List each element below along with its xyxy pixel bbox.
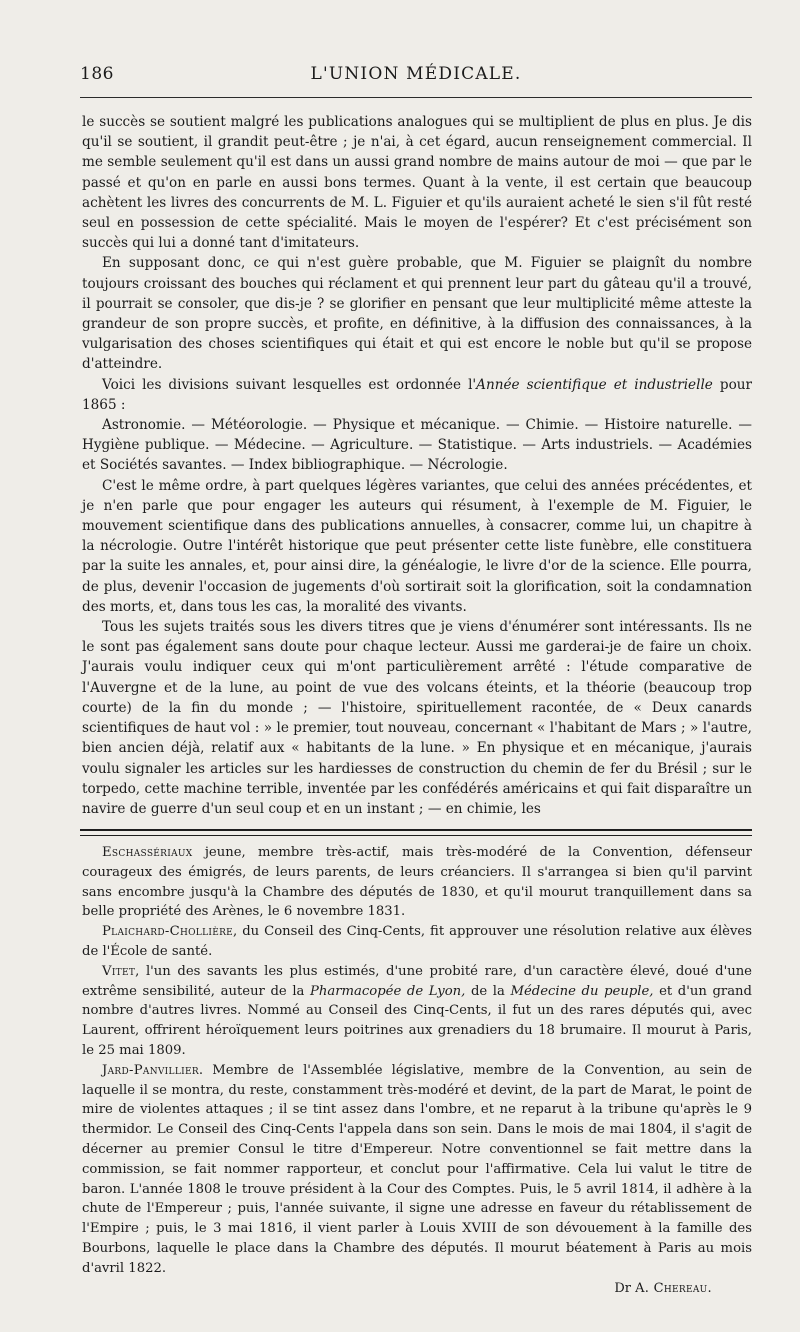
author-signature: Dr A. Chereau. <box>614 1280 712 1296</box>
footnote-name: Jard-Panvillier <box>102 1062 199 1078</box>
paragraph: le succès se soutient malgré les publications analogues qui se multiplient de plus en plus. Je dis qu'il se soutient, il grandit peut-être ; je n'ai, à cet égard, aucun renseignement commercial. Il me semble seulement qu'il est dans un aussi grand nombre de mains autour de moi — que par le passé et qu'on en parle en aussi bons termes. Quant à la vente, il est certain que beaucoup achètent les livres des concurrents de M. L. Figuier et qu'ils auraient acheté le sien s'il fût resté seul en possession de cette spécialité. Mais le moyen de l'espérer? Et c'est précisément son succès qui lui a donné tant d'imitateurs. <box>82 114 752 252</box>
paragraph: Tous les sujets traités sous les divers titres que je viens d'énumérer sont intéressants. Ils ne le sont pas également sans doute pour chaque lecteur. Aussi me garderai-je de faire un choix. J'aurais voulu indiquer ceux qui m'ont particulièrement arrêté : l'étude comparative de l'Auvergne et de la lune, au point de vue des volcans éteints, et la théorie (beaucoup trop courte) de la fin du monde ; — l'histoire, spirituellement racontée, de « Deux canards scientifiques de haut vol : » le premier, tout nouveau, concernant « l'habitant de Mars ; » l'autre, bien ancien déjà, relatif aux « habitants de la lune. » En physique et en mécanique, j'aurais voulu signaler les articles sur les hardiesses de construction du chemin de fer du Brésil ; sur le torpedo, cette machine terrible, inventée par les confédérés américains et qui fait disparaître un navire de guerre d'un seul coup et en un instant ; — en chimie, les <box>82 619 752 817</box>
footnotes <box>82 843 752 1298</box>
footnote-name: Eschassériaux <box>102 845 193 860</box>
main-text <box>82 112 752 819</box>
page-number: 186 <box>80 64 114 84</box>
header-rule <box>80 97 752 98</box>
footnote-name: Plaichard-Chollière <box>102 924 234 940</box>
paragraph: C'est le même ordre, à part quelques légères variantes, que celui des années précédentes, et je n'en parle que pour engager les auteurs qui résument, à l'exemple de M. Figuier, le mouvement scientifique dans des publications annuelles, à consacrer, comme lui, un chapitre à la nécrologie. Outre l'intérêt historique que peut présenter cette liste funèbre, elle constituera par la suite les annales, et, pour ainsi dire, la généalogie, le livre d'or de la science. Elle pourra, de plus, devenir l'occasion de jugements d'où sortirait soit la glorification, soit la condamnation des morts, et, dans tous les cas, la moralité des vivants. <box>82 477 752 615</box>
footnote-separator <box>80 829 752 836</box>
footnote: Vitet, l'un des savants les plus estimés, d'une probité rare, d'un caractère élevé, doué d'une extrême sensibilité, auteur de la Pharmacopée de Lyon, de la Médecine du peuple, et d'un grand nombre d'autres livres. Nommé au Conseil des Cinq-Cents, il fut un des rares députés qui, avec Laurent, offrirent héroïquement leurs poitrines aux grenadiers du 18 brumaire. Il mourut à Paris, le 25 mai 1809. <box>82 963 752 1058</box>
footnote: Eschassériaux jeune, membre très-actif, mais très-modéré de la Convention, défenseur courageux des émigrés, de leurs parents, de leurs créanciers. Il s'arrangea si bien qu'il parvint sans encombre jusqu'à la Chambre des députés de 1830, et qu'il mourut tranquillement dans sa belle propriété des Arènes, le 6 novembre 1831. <box>82 845 752 920</box>
divisions-list: Astronomie. — Météorologie. — Physique et mécanique. — Chimie. — Histoire naturelle. — Hygiène publique. — Médecine. — Agriculture. — Statistique. — Arts industriels. — Académies et Sociétés savantes. — Index bibliographique. — Nécrologie. <box>82 417 752 474</box>
footnote: Jard-Panvillier. Membre de l'Assemblée législative, membre de la Convention, au sein de laquelle il se montra, du reste, constamment très-modéré et devint, de la part de Marat, le point de mire de violentes attaques ; il se tint assez dans l'ombre, et ne reparut à la tribune qu'après le 9 thermidor. Le Conseil des Cinq-Cents l'appela dans son sein. Dans le mois de mai 1804, il s'agit de décerner au premier Consul le titre d'Empereur. Notre conventionnel se fait mettre dans la commission, se fait nommer rapporteur, et conclut pour l'affirmative. Cela lui valut le titre de baron. L'année 1808 le trouve président à la Cour des Comptes. Puis, le 5 avril 1814, il adhère à la chute de l'Empereur ; puis, l'année suivante, il signe une adresse en faveur du rétablissement de l'Empire ; puis, le 3 mai 1816, il vient parler à Louis XVIII de son dévouement à la famille des Bourbons, laquelle le place dans la Chambre des députés. Il mourut béatement à Paris au mois d'avril 1822. <box>82 1062 752 1276</box>
paragraph: Voici les divisions suivant lesquelles est ordonnée l'Année scientifique et industrielle pour 1865 : <box>82 376 753 413</box>
page-header <box>80 62 752 92</box>
paragraph: En supposant donc, ce qui n'est guère probable, que M. Figuier se plaignît du nombre toujours croissant des bouches qui réclament et qui prennent leur part du gâteau qu'il a trouvé, il pourrait se consoler, que dis-je ? se glorifier en pensant que leur multiplicité même atteste la grandeur de son propre succès, et profite, en définitive, à la diffusion des connaissances, à la vulgarisation des choses scientifiques qui était et qui est encore le noble but qu'il se propose d'atteindre. <box>82 255 752 373</box>
footnote: Plaichard-Chollière, du Conseil des Cinq-Cents, fit approuver une résolution relative aux élèves de l'École de santé. <box>82 924 752 959</box>
book-title: Année scientifique et industrielle <box>476 376 713 393</box>
footnote-name: Vitet <box>102 963 136 979</box>
running-head: L'UNION MÉDICALE. <box>310 64 522 84</box>
